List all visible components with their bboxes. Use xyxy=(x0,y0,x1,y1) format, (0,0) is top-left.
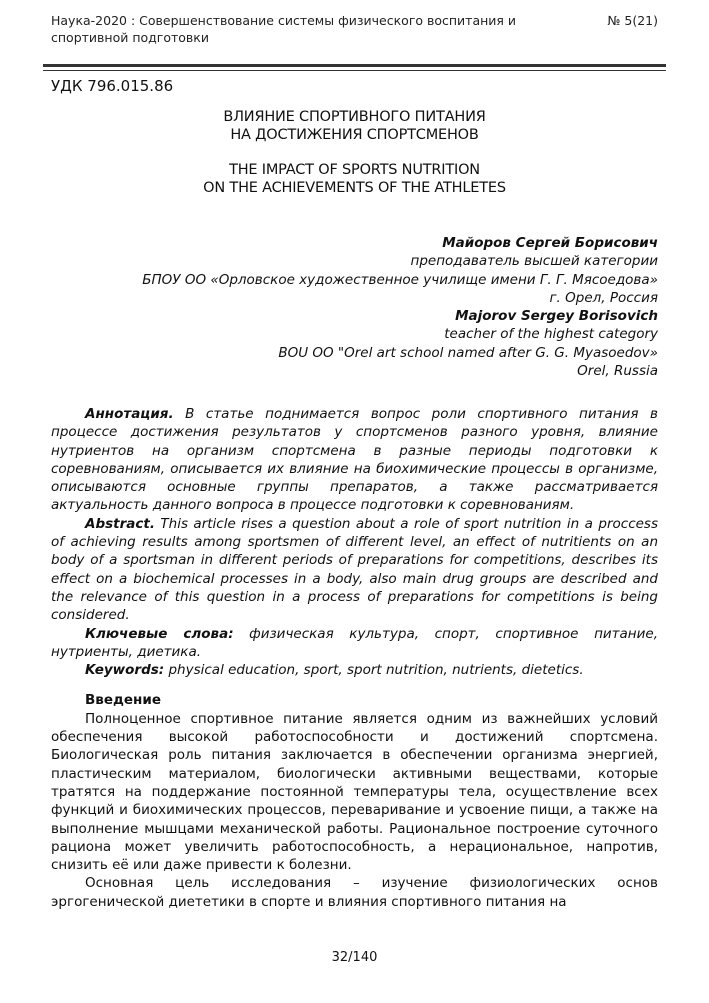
author-affiliation-ru: БПОУ ОО «Орловское художественное училище имени Г. Г. Мясоедова» xyxy=(142,271,658,288)
annotation-text: В статье поднимается вопрос роли спортивного питания в процессе достижения результатов у спортсменов разного уровня, влияние нутриентов на организм спортсмена в разные периоды подготовки к соревнованиям, описывается их влияние на биохимические процессы в организме, описываются основные группы препаратов, а также рассматривается актуальность данного вопроса в процессе подготовки к соревнованиям. xyxy=(51,406,658,514)
abstract-paragraph xyxy=(51,515,658,625)
author-name-en: Majorov Sergey Borisovich xyxy=(455,308,658,325)
section-heading-intro: Введение xyxy=(85,692,161,709)
title-ru-line2: НА ДОСТИЖЕНИЯ СПОРТСМЕНОВ xyxy=(230,127,479,143)
keywords-en-paragraph xyxy=(51,661,658,679)
intro-paragraph-2: Основная цель исследования – изучение физиологических основ эргогенической диететики в спорте и влияния спортивного питания на xyxy=(51,875,658,910)
header-rule-thin xyxy=(43,70,666,71)
author-position-en: teacher of the highest category xyxy=(444,326,658,343)
issue-number: № 5(21) xyxy=(607,13,658,28)
journal-title: Наука-2020 : Совершенствование системы физического воспитания и спортивной подготовки xyxy=(51,13,517,45)
title-en-line1: THE IMPACT OF SPORTS NUTRITION xyxy=(229,162,480,178)
author-location-en: Orel, Russia xyxy=(577,363,658,380)
keywords-en-label: Keywords: xyxy=(85,662,165,679)
keywords-ru-paragraph xyxy=(51,625,658,662)
header-rule-thick xyxy=(43,64,666,67)
abstract-text: This article rises a question about a role of sport nutrition in a proccess of achieving results among sportsmen of different level, an effect of nutritients on an body of a sportsman in different periods of preparations for competitions, describes its effect on a biochemical processes in a body, also main drug groups are described and the relevance of this question in a process of preparations for competitions is being considered. xyxy=(51,515,658,624)
running-header xyxy=(51,12,658,46)
annotation-paragraph xyxy=(51,405,658,515)
article-title xyxy=(51,108,658,197)
intro-paragraph-1: Полноценное спортивное питание является одним из важнейших условий обеспечения высокой работоспособности и достижений спортсмена. Биологическая роль питания заключается в обеспечении организма энергией, пластическим материалом, биологически активными веществами, которые тратятся на поддержание постоянной температуры тела, осуществление всех функций и биохимических процессов, переваривание и усвоение пищи, а также на выполнение мышцами механической работы. Рациональное построение суточного рациона может увеличить работоспособность, а нерациональное, напротив, снизить её или даже привести к болезни. xyxy=(51,710,658,874)
abstract-label: Abstract. xyxy=(85,515,155,532)
page-number: 32/140 xyxy=(331,950,378,965)
author-name-ru: Майоров Сергей Борисович xyxy=(442,235,658,251)
author-affiliation-en: BOU OO "Orel art school named after G. G. Myasoedov» xyxy=(278,344,658,361)
author-block xyxy=(142,234,658,380)
keywords-ru-text: физическая культура, спорт, спортивное питание, нутриенты, диетика. xyxy=(51,625,658,660)
title-en-line2: ON THE ACHIEVEMENTS OF THE ATHLETES xyxy=(203,180,506,196)
author-position-ru: преподаватель высшей категории xyxy=(410,253,658,270)
udk-code: УДК 796.015.86 xyxy=(51,77,174,95)
author-location-ru: г. Орел, Россия xyxy=(549,289,658,306)
title-ru-line1: ВЛИЯНИЕ СПОРТИВНОГО ПИТАНИЯ xyxy=(223,109,486,125)
keywords-ru-label: Ключевые слова: xyxy=(85,625,234,642)
annotation-label: Аннотация. xyxy=(85,406,174,422)
article-body xyxy=(51,405,658,911)
keywords-en-text: physical education, sport, sport nutrition, nutrients, dietetics. xyxy=(164,662,584,679)
